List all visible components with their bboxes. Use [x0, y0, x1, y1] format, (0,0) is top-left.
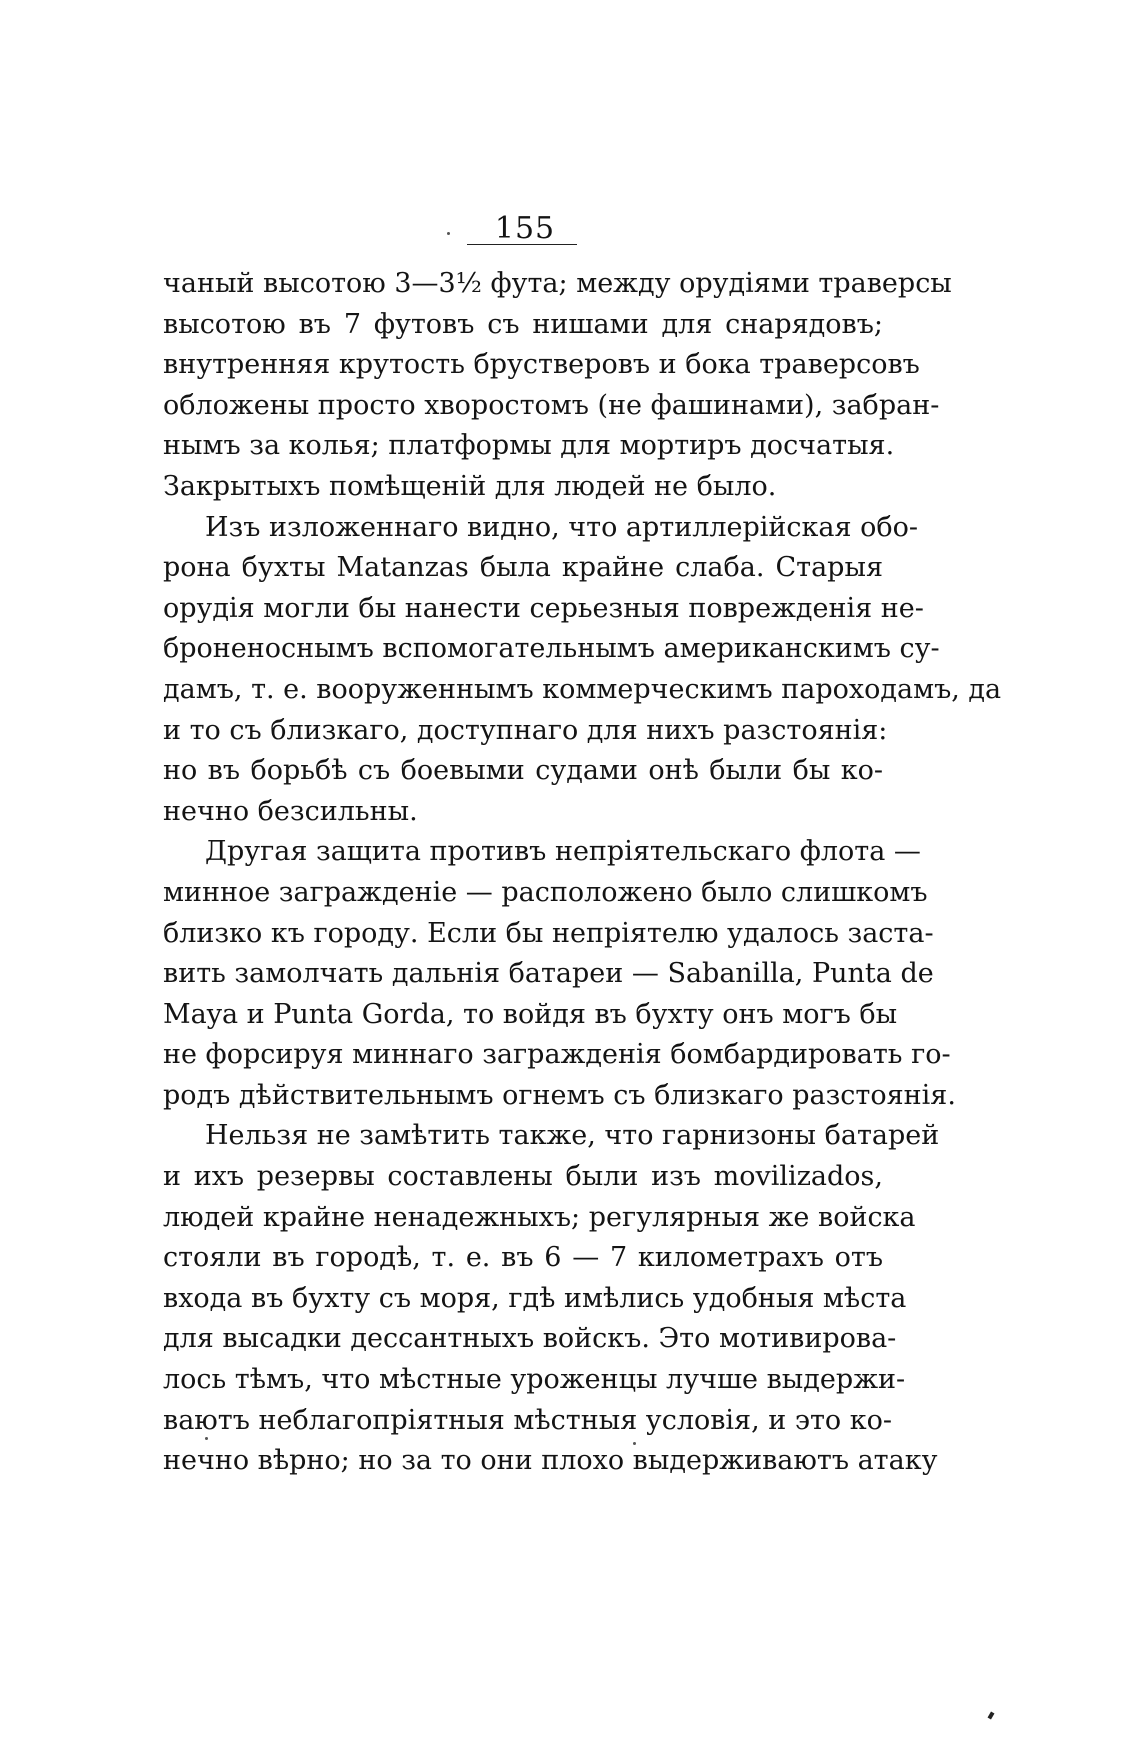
- text-line: нечно вѣрно; но за то они плохо выдерживаютъ атаку: [163, 1445, 938, 1477]
- text-line: Изъ изложеннаго видно, что артиллерійская обо-: [205, 511, 919, 543]
- print-speck: [205, 1437, 208, 1440]
- text-line: и то съ близкаго, доступнаго для нихъ разстоянія:: [163, 714, 888, 746]
- page-number: 155: [494, 211, 556, 246]
- text-line: входа въ бухту съ моря, гдѣ имѣлись удобныя мѣста: [163, 1282, 907, 1314]
- text-line: рона бухты Matanzas была крайне слаба. Старыя: [163, 552, 883, 584]
- text-line: высотою въ 7 футовъ съ нишами для снарядовъ;: [163, 308, 883, 340]
- text-line: не форсируя миннаго загражденія бомбардировать го-: [163, 1039, 951, 1071]
- text-line: нечно безсильны.: [163, 795, 418, 827]
- text-line: родъ дѣйствительнымъ огнемъ съ близкаго разстоянія.: [163, 1079, 956, 1111]
- text-line: людей крайне ненадежныхъ; регулярныя же войска: [163, 1201, 916, 1233]
- body-text: [163, 264, 1002, 1482]
- print-speck: [633, 1442, 636, 1445]
- text-line: Нельзя не замѣтить также, что гарнизоны батарей: [205, 1120, 940, 1152]
- print-mark: [988, 1711, 995, 1719]
- text-line: минное загражденіе — расположено было слишкомъ: [163, 876, 928, 908]
- text-line: и ихъ резервы составлены были изъ movilizados,: [163, 1161, 883, 1193]
- print-speck: [447, 232, 450, 235]
- text-line: лось тѣмъ, что мѣстные уроженцы лучше выдержи-: [163, 1364, 906, 1396]
- text-line: Maya и Punta Gorda, то войдя въ бухту онъ могъ бы: [163, 998, 898, 1030]
- text-line: внутренняя крутость брустверовъ и бока траверсовъ: [163, 349, 920, 381]
- text-line: нымъ за колья; платформы для мортиръ досчатыя.: [163, 430, 895, 462]
- text-line: близко къ городу. Если бы непріятелю удалось заста-: [163, 917, 934, 949]
- text-line: обложены просто хворостомъ (не фашинами), забран-: [163, 389, 940, 421]
- text-line: дамъ, т. е. вооруженнымъ коммерческимъ пароходамъ, да: [163, 673, 1002, 705]
- text-line: ваютъ неблагопріятныя мѣстныя условія, и это ко-: [163, 1404, 892, 1436]
- text-line: броненоснымъ вспомогательнымъ американскимъ су-: [163, 633, 940, 665]
- text-line: чаный высотою 3—3½ фута; между орудіями траверсы: [163, 268, 952, 299]
- text-line: Закрытыхъ помѣщеній для людей не было.: [163, 470, 777, 502]
- text-line: но въ борьбѣ съ боевыми судами онѣ были бы ко-: [163, 755, 883, 787]
- page-number-rule: [467, 244, 577, 245]
- text-line: орудія могли бы нанести серьезныя поврежденія не-: [163, 592, 924, 624]
- text-line: стояли въ городѣ, т. е. въ 6 — 7 километрахъ отъ: [163, 1242, 883, 1274]
- text-line: для высадки дессантныхъ войскъ. Это мотивирова-: [163, 1323, 897, 1355]
- text-line: вить замолчать дальнія батареи — Sabanilla, Punta de: [163, 958, 934, 990]
- text-line: Другая защита противъ непріятельскаго флота —: [205, 836, 921, 868]
